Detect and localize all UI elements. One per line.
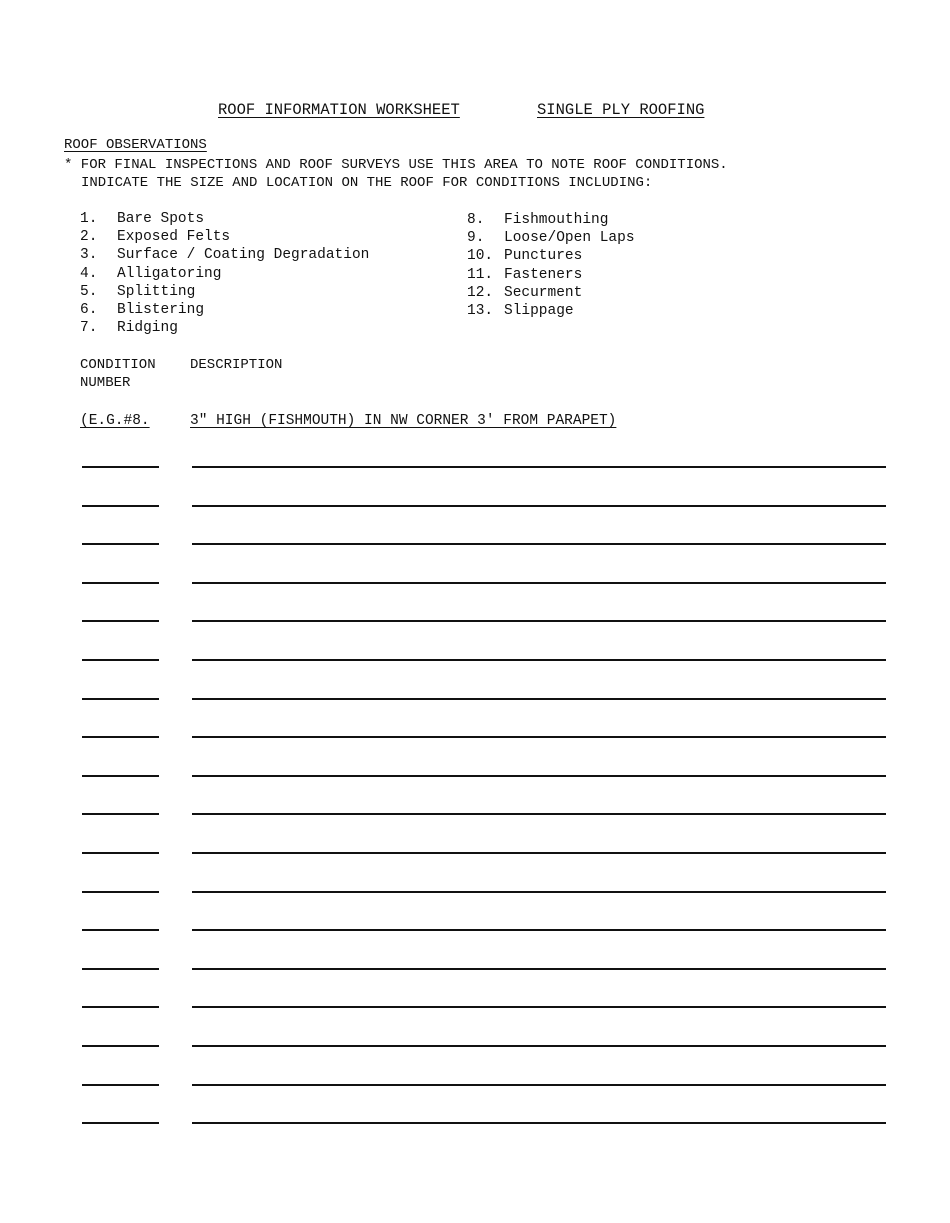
- list-item: 1. Bare Spots: [80, 211, 205, 227]
- list-item: 9. Loose/Open Laps: [467, 230, 635, 247]
- description-blank[interactable]: [192, 852, 886, 854]
- condition-number-blank[interactable]: [82, 736, 159, 738]
- condition-number-blank[interactable]: [82, 968, 159, 970]
- description-blank[interactable]: [192, 929, 886, 931]
- condition-number-blank[interactable]: [82, 1045, 159, 1047]
- description-blank[interactable]: [192, 1122, 886, 1124]
- description-blank[interactable]: [192, 775, 886, 777]
- list-item: 3. Surface / Coating Degradation: [80, 247, 370, 264]
- column-header-number: NUMBER: [80, 375, 131, 391]
- description-blank[interactable]: [192, 1084, 886, 1086]
- condition-number-blank[interactable]: [82, 775, 159, 777]
- column-header-condition: CONDITION: [80, 357, 156, 373]
- description-blank[interactable]: [192, 543, 886, 545]
- description-blank[interactable]: [192, 1006, 886, 1008]
- description-blank[interactable]: [192, 891, 886, 893]
- list-item: 5. Splitting: [80, 283, 196, 300]
- column-header-description: DESCRIPTION: [190, 357, 283, 373]
- instruction-line-2: INDICATE THE SIZE AND LOCATION ON THE ROOF FOR CONDITIONS INCLUDING:: [81, 175, 653, 191]
- example-condition-number: (E.G.#8.: [80, 413, 150, 429]
- conditions-list-right: [467, 211, 635, 320]
- condition-number-blank[interactable]: [82, 891, 159, 893]
- list-item: 13. Slippage: [467, 302, 574, 319]
- list-item: 8. Fishmouthing: [467, 212, 609, 228]
- list-item: 2. Exposed Felts: [80, 229, 231, 246]
- description-blank[interactable]: [192, 659, 886, 661]
- description-blank[interactable]: [192, 968, 886, 970]
- description-blank[interactable]: [192, 736, 886, 738]
- worksheet-subtitle: SINGLE PLY ROOFING: [537, 101, 705, 119]
- list-item: 10. Punctures: [467, 248, 583, 265]
- condition-number-blank[interactable]: [82, 698, 159, 700]
- conditions-list-left: [80, 210, 369, 337]
- condition-number-blank[interactable]: [82, 543, 159, 545]
- condition-number-blank[interactable]: [82, 505, 159, 507]
- description-blank[interactable]: [192, 466, 886, 468]
- section-heading: ROOF OBSERVATIONS: [64, 137, 207, 153]
- description-blank[interactable]: [192, 620, 886, 622]
- condition-number-blank[interactable]: [82, 620, 159, 622]
- description-blank[interactable]: [192, 698, 886, 700]
- condition-number-blank[interactable]: [82, 582, 159, 584]
- condition-number-blank[interactable]: [82, 852, 159, 854]
- condition-number-blank[interactable]: [82, 659, 159, 661]
- example-description: 3" HIGH (FISHMOUTH) IN NW CORNER 3' FROM PARAPET): [190, 413, 617, 429]
- worksheet-title: ROOF INFORMATION WORKSHEET: [218, 101, 460, 119]
- list-item: 6. Blistering: [80, 301, 205, 318]
- list-item: 7. Ridging: [80, 320, 178, 337]
- description-blank[interactable]: [192, 813, 886, 815]
- list-item: 11. Fasteners: [467, 266, 583, 283]
- condition-number-blank[interactable]: [82, 466, 159, 468]
- condition-number-blank[interactable]: [82, 1122, 159, 1124]
- condition-number-blank[interactable]: [82, 1084, 159, 1086]
- condition-number-blank[interactable]: [82, 929, 159, 931]
- list-item: 4. Alligatoring: [80, 265, 222, 282]
- description-blank[interactable]: [192, 505, 886, 507]
- instruction-line-1: * FOR FINAL INSPECTIONS AND ROOF SURVEYS USE THIS AREA TO NOTE ROOF CONDITIONS.: [64, 157, 728, 173]
- description-blank[interactable]: [192, 1045, 886, 1047]
- condition-number-blank[interactable]: [82, 813, 159, 815]
- condition-number-blank[interactable]: [82, 1006, 159, 1008]
- description-blank[interactable]: [192, 582, 886, 584]
- list-item: 12. Securment: [467, 284, 583, 301]
